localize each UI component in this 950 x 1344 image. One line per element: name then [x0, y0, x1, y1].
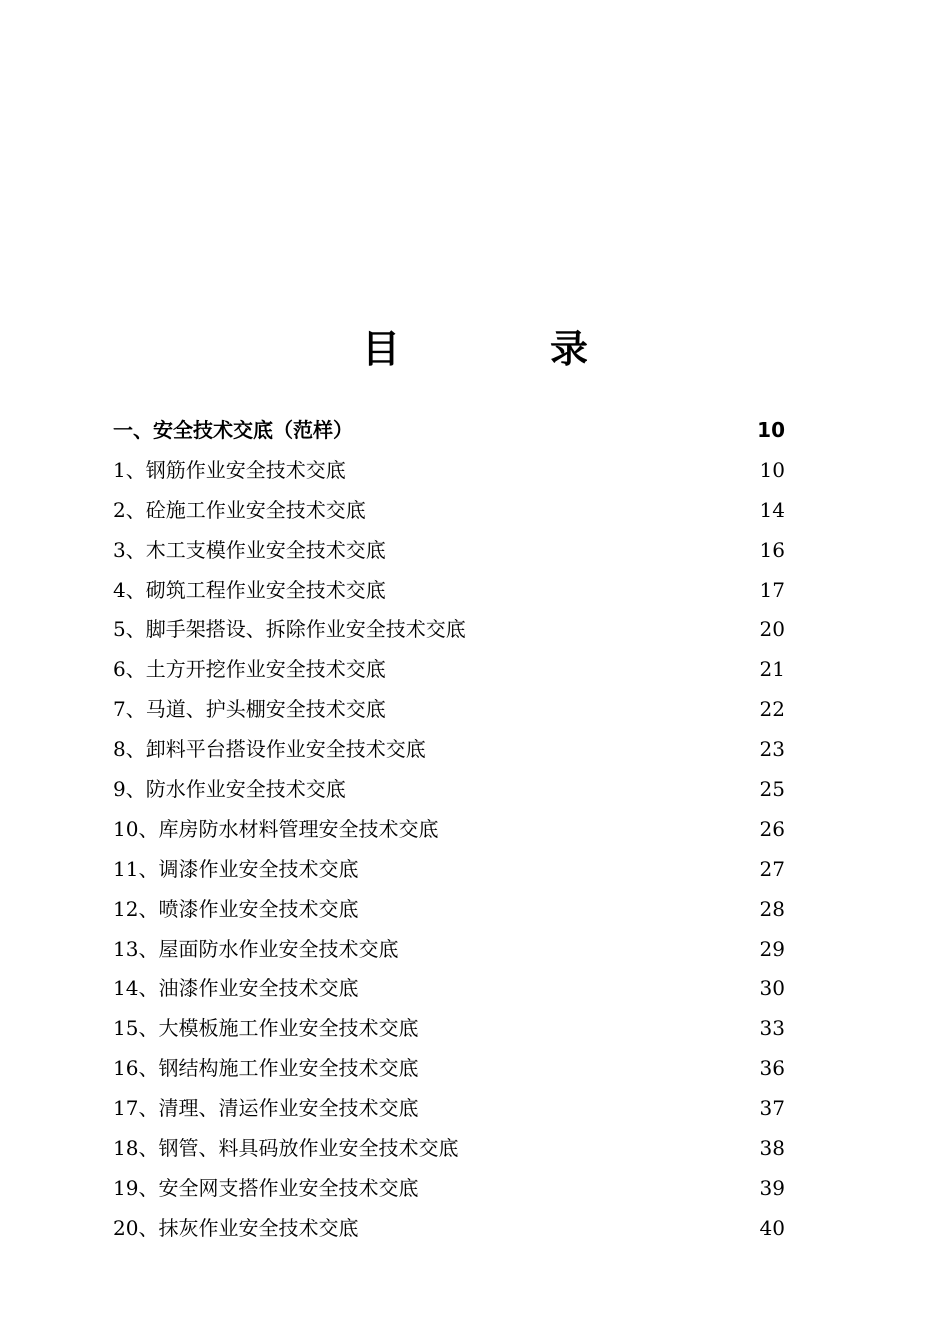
toc-item[interactable] [113, 571, 785, 611]
toc-item-page-number: 38 [759, 1136, 785, 1161]
toc-item-label: 13、屋面防水作业安全技术交底 [113, 936, 399, 961]
toc-item[interactable] [113, 1049, 785, 1089]
table-of-contents [113, 411, 785, 1249]
toc-item-label: 4、砌筑工程作业安全技术交底 [113, 577, 386, 602]
toc-item[interactable] [113, 770, 785, 810]
toc-item-page-number: 16 [759, 537, 785, 562]
toc-item-label: 9、防水作业安全技术交底 [113, 777, 346, 802]
toc-item-label: 2、砼施工作业安全技术交底 [113, 497, 366, 522]
toc-item[interactable] [113, 690, 785, 730]
toc-item[interactable] [113, 1209, 785, 1249]
toc-item-page-number: 28 [759, 896, 785, 921]
toc-heading-label: 一、安全技术交底（范样） [113, 418, 353, 442]
toc-item-label: 15、大模板施工作业安全技术交底 [113, 1016, 419, 1041]
toc-item-label: 10、库房防水材料管理安全技术交底 [113, 816, 439, 841]
toc-item[interactable] [113, 1009, 785, 1049]
toc-item-label: 6、土方开挖作业安全技术交底 [113, 657, 386, 682]
toc-item-label: 5、脚手架搭设、拆除作业安全技术交底 [113, 617, 466, 642]
toc-heading-page-number: 10 [757, 418, 785, 442]
toc-item[interactable] [113, 491, 785, 531]
toc-item[interactable] [113, 850, 785, 890]
toc-item-label: 7、马道、护头棚安全技术交底 [113, 697, 386, 722]
toc-item[interactable] [113, 1169, 785, 1209]
page-title: 目 录 [361, 327, 644, 371]
toc-item-page-number: 36 [759, 1056, 785, 1081]
toc-item-page-number: 22 [759, 697, 785, 722]
toc-item[interactable] [113, 451, 785, 491]
toc-item-page-number: 20 [759, 617, 785, 642]
toc-item-label: 17、清理、清运作业安全技术交底 [113, 1096, 419, 1121]
toc-item-page-number: 26 [759, 816, 785, 841]
toc-item-page-number: 39 [759, 1175, 785, 1200]
toc-item-page-number: 37 [759, 1096, 785, 1121]
toc-item-label: 19、安全网支搭作业安全技术交底 [113, 1175, 419, 1200]
toc-item-label: 14、油漆作业安全技术交底 [113, 976, 359, 1001]
toc-item[interactable] [113, 1089, 785, 1129]
toc-item-page-number: 23 [759, 737, 785, 762]
toc-item-page-number: 10 [759, 457, 785, 482]
toc-item-label: 20、抹灰作业安全技术交底 [113, 1215, 359, 1240]
toc-item-label: 8、卸料平台搭设作业安全技术交底 [113, 737, 426, 762]
toc-item-page-number: 33 [759, 1016, 785, 1041]
toc-item[interactable] [113, 610, 785, 650]
toc-item-page-number: 25 [759, 777, 785, 802]
toc-item-page-number: 17 [759, 577, 785, 602]
toc-section-heading[interactable] [113, 411, 785, 451]
toc-item-page-number: 40 [759, 1215, 785, 1240]
toc-item-label: 11、调漆作业安全技术交底 [113, 856, 359, 881]
toc-item[interactable] [113, 650, 785, 690]
toc-item-page-number: 14 [759, 497, 785, 522]
toc-item-label: 1、钢筋作业安全技术交底 [113, 457, 346, 482]
toc-item-page-number: 30 [759, 976, 785, 1001]
toc-item-label: 18、钢管、料具码放作业安全技术交底 [113, 1136, 459, 1161]
toc-item[interactable] [113, 930, 785, 970]
toc-item[interactable] [113, 969, 785, 1009]
toc-item-label: 12、喷漆作业安全技术交底 [113, 896, 359, 921]
toc-item-page-number: 29 [759, 936, 785, 961]
toc-item[interactable] [113, 1129, 785, 1169]
toc-item-page-number: 21 [759, 657, 785, 682]
toc-item-label: 3、木工支模作业安全技术交底 [113, 537, 386, 562]
toc-item[interactable] [113, 531, 785, 571]
toc-item-label: 16、钢结构施工作业安全技术交底 [113, 1056, 419, 1081]
toc-item[interactable] [113, 730, 785, 770]
toc-item-page-number: 27 [759, 856, 785, 881]
toc-item[interactable] [113, 810, 785, 850]
toc-item[interactable] [113, 890, 785, 930]
